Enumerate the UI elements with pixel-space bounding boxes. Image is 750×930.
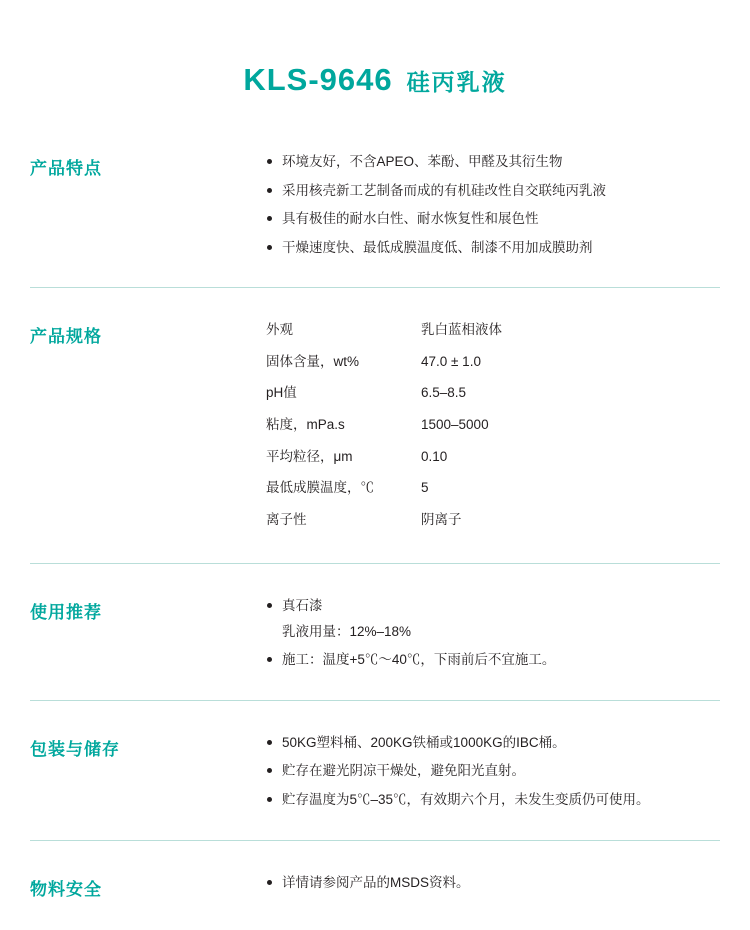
page-title	[30, 0, 720, 104]
table-row	[266, 320, 502, 352]
section-product-specifications	[30, 288, 720, 563]
spec-key: 粘度，mPa.s	[266, 416, 345, 432]
section-heading-packaging: 包装与储存	[30, 739, 120, 759]
list-item: 贮存在避光阴凉干燥处，避免阳光直射。	[266, 761, 720, 781]
spec-value: 0.10	[421, 448, 448, 464]
spec-value: 47.0 ± 1.0	[421, 353, 481, 369]
list-item: 贮存温度为5℃–35℃，有效期六个月，未发生变质仍可使用。	[266, 790, 720, 810]
section-body-specifications	[266, 320, 720, 529]
list-item: 干燥速度快、最低成膜温度低、制漆不用加成膜助剂	[266, 238, 720, 258]
spec-value: 乳白蓝相液体	[421, 322, 502, 338]
section-body-safety	[266, 873, 720, 893]
spec-key: 离子性	[266, 511, 307, 527]
table-row	[266, 478, 502, 510]
list-item: 详情请参阅产品的MSDS资料。	[266, 873, 720, 893]
specifications-table	[266, 320, 502, 529]
list-item: 50KG塑料桶、200KG铁桶或1000KG的IBC桶。	[266, 733, 720, 753]
section-usage-recommendation	[30, 564, 720, 700]
list-item: 采用核壳新工艺制备而成的有机硅改性自交联纯丙乳液	[266, 181, 720, 201]
safety-list	[266, 873, 720, 893]
table-row	[266, 447, 502, 479]
section-heading-usage: 使用推荐	[30, 603, 102, 623]
list-item: 具有极佳的耐水白性、耐水恢复性和展色性	[266, 209, 720, 229]
table-row	[266, 383, 502, 415]
table-row	[266, 510, 502, 530]
section-heading-safety: 物料安全	[30, 879, 102, 899]
product-name: 硅丙乳液	[406, 69, 507, 95]
usage-item-label: 真石漆	[282, 598, 323, 614]
section-body-packaging	[266, 733, 720, 810]
table-row	[266, 352, 502, 384]
spec-key: pH值	[266, 385, 297, 401]
spec-key: 外观	[266, 322, 293, 338]
spec-key: 固体含量，wt%	[266, 353, 360, 369]
feature-list	[266, 152, 720, 257]
product-code: KLS-9646	[243, 62, 393, 97]
section-packaging-storage	[30, 701, 720, 840]
section-product-features	[30, 104, 720, 287]
section-heading-features: 产品特点	[30, 159, 102, 178]
spec-value: 6.5–8.5	[421, 385, 467, 401]
spec-key: 最低成膜温度，℃	[266, 480, 374, 496]
usage-list	[266, 596, 720, 670]
section-body-usage	[266, 596, 720, 670]
spec-value: 阴离子	[421, 511, 462, 527]
list-item	[266, 596, 720, 641]
list-item: 施工：温度+5℃～40℃，下雨前后不宜施工。	[266, 650, 720, 670]
section-heading-specifications: 产品规格	[30, 327, 102, 347]
spec-key: 平均粒径，μm	[266, 448, 353, 464]
packaging-list	[266, 733, 720, 810]
spec-value: 1500–5000	[421, 416, 489, 432]
table-row	[266, 415, 502, 447]
usage-dosage: 乳液用量：12%–18%	[282, 623, 412, 639]
spec-value: 5	[421, 480, 429, 496]
list-item: 环境友好，不含APEO、苯酚、甲醛及其衍生物	[266, 152, 720, 172]
section-body-features	[266, 152, 720, 257]
section-material-safety	[30, 841, 720, 930]
